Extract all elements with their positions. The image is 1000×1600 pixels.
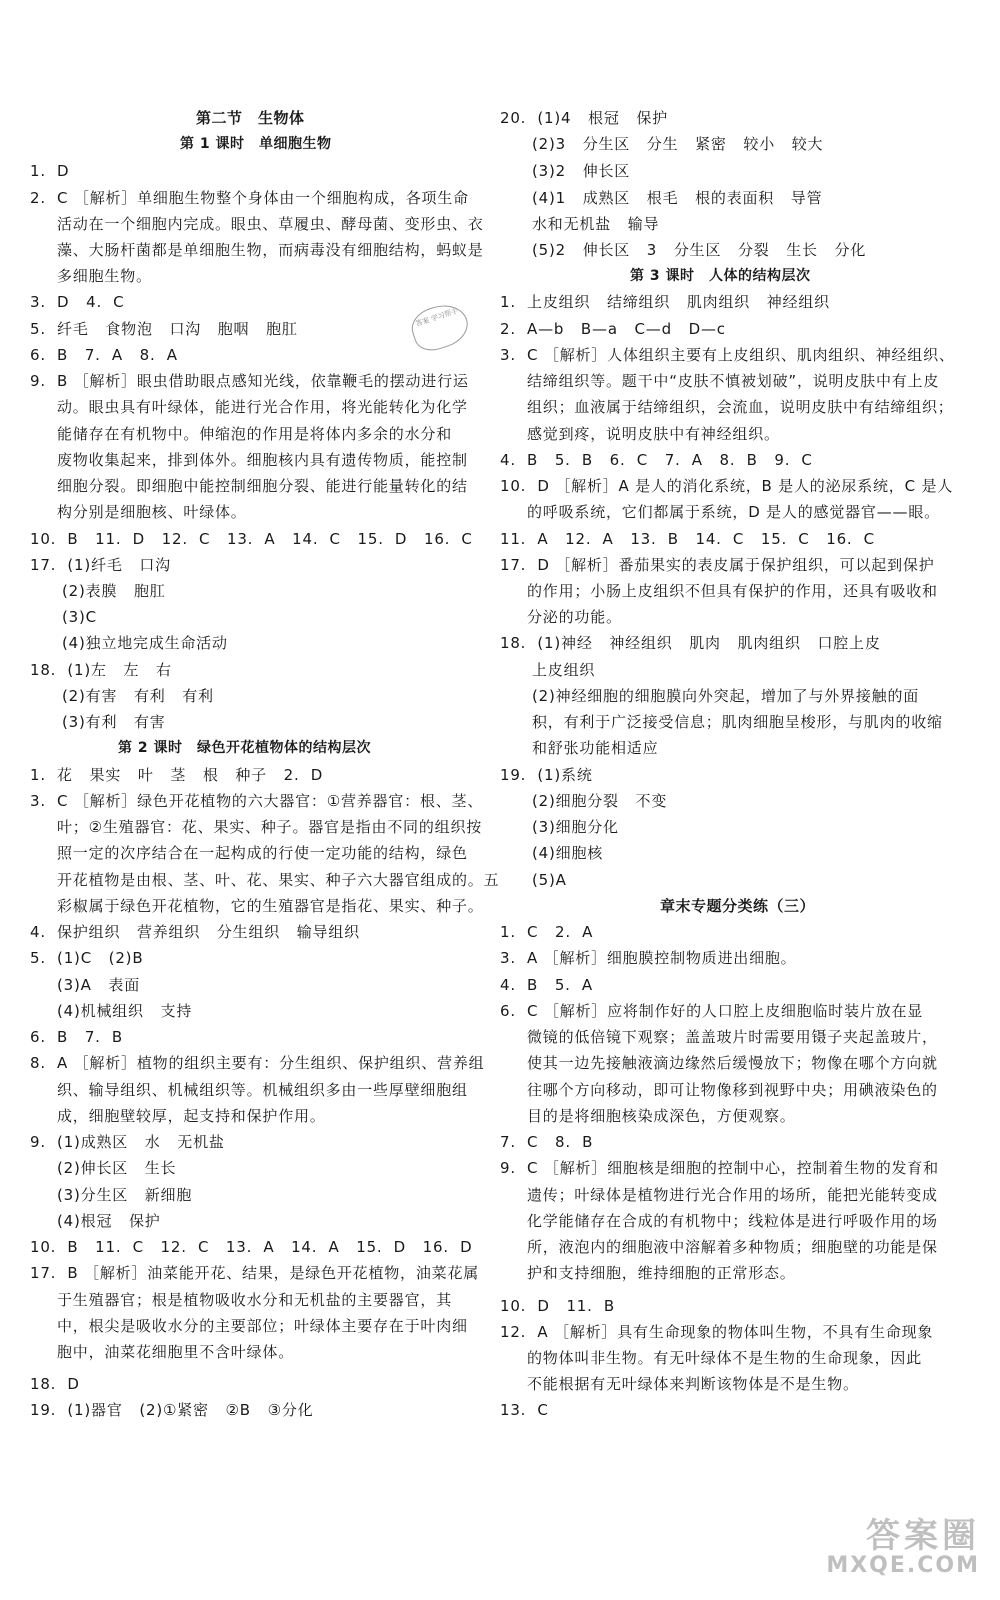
answer-line: (2)细胞分裂 不变 [532,792,668,810]
answer-line: 所，液泡内的细胞液中溶解着多种物质；细胞壁的功能是保 [527,1238,938,1256]
answer-line: (2)神经细胞的细胞膜向外突起，增加了与外界接触的面 [532,687,920,705]
answer-line: 照一定的次序结合在一起构成的行使一定功能的结构，绿色 [57,844,468,862]
answer-line: 成，细胞壁较厚，起支持和保护作用。 [57,1107,326,1125]
site-watermark [826,1518,980,1578]
answer-line: (2)表膜 胞肛 [62,582,166,600]
answer-line: 构分别是细胞核、叶绿体。 [57,503,247,521]
answer-line: 微镜的低倍镜下观察；盖盖玻片时需要用镊子夹起盖玻片， [527,1028,938,1046]
answer-line: 往哪个方向移动，即可让物像移到视野中央；用碘液染色的 [527,1081,938,1099]
answer-line: 2. A—b B—a C—d D—c [500,320,726,338]
answer-line: 6. C ［解析］应将制作好的人口腔上皮细胞临时装片放在显 [500,1002,924,1020]
answer-line: (4)独立地完成生命活动 [62,634,228,652]
answer-line: 细胞分裂。即细胞中能控制细胞分裂、能进行能量转化的结 [57,477,468,495]
answer-line: 活动在一个细胞内完成。眼虫、草履虫、酵母菌、变形虫、衣 [57,215,484,233]
answer-line: 水和无机盐 输导 [532,215,660,233]
answer-line: 18. (1)神经 神经组织 肌肉 肌肉组织 口腔上皮 [500,634,881,652]
answer-line: 3. C ［解析］绿色开花植物的六大器官：①营养器官：根、茎、 [30,792,484,810]
answer-line: 13. C [500,1401,549,1419]
lesson3-heading: 第 3 课时 人体的结构层次 [630,268,811,284]
answer-line: 护和支持细胞，维持细胞的正常形态。 [527,1264,796,1282]
answer-line: 1. D [30,162,70,180]
answer-line: 11. A 12. A 13. B 14. C 15. C 16. C [500,530,875,548]
answer-line: (4)1 成熟区 根毛 根的表面积 导管 [532,189,823,207]
answer-line: (2)伸长区 生长 [57,1159,177,1177]
answer-line: 动。眼虫具有叶绿体，能进行光合作用，将光能转化为化学 [57,398,468,416]
answer-line: 分泌的功能。 [527,608,622,626]
answer-line: 感觉到疼，说明皮肤中有神经组织。 [527,425,780,443]
answer-line: 中，根尖是吸收水分的主要部位；叶绿体主要存在于叶肉细 [57,1317,468,1335]
answer-line: 17. B ［解析］油菜能开花、结果，是绿色开花植物，油菜花属 [30,1264,480,1282]
answer-line: (4)细胞核 [532,844,604,862]
answer-line: 废物收集起来，排到体外。细胞核内具有遗传物质，能控制 [57,451,468,469]
answer-line: 织、输导组织、机械组织等。机械组织多由一些厚壁细胞组 [57,1081,468,1099]
answer-line: (4)根冠 保护 [57,1212,161,1230]
answer-line: 18. D [30,1375,80,1393]
answer-line: 叶；②生殖器官：花、果实、种子。器官是指由不同的组织按 [57,818,483,836]
answer-line: 1. 花 果实 叶 茎 根 种子 2. D [30,766,324,784]
answer-line: 上皮组织 [532,661,596,679]
answer-line: (3)分生区 新细胞 [57,1186,193,1204]
answer-line: 1. C 2. A [500,923,594,941]
answer-line: 藻、大肠杆菌都是单细胞生物，而病毒没有细胞结构，蚂蚁是 [57,241,484,259]
answer-line: 的作用；小肠上皮组织不但具有保护的作用，还具有吸收和 [527,582,938,600]
answer-line: 3. D 4. C [30,293,125,311]
answer-line: 能储存在有机物中。伸缩泡的作用是将体内多余的水分和 [57,425,453,443]
lesson2-heading: 第 2 课时 绿色开花植物体的结构层次 [118,740,371,756]
answer-line: (3)2 伸长区 [532,162,631,180]
answer-line: 彩椒属于绿色开花植物，它的生殖器官是指花、果实、种子。 [57,897,484,915]
answer-line: 18. (1)左 左 右 [30,661,172,679]
answer-line: 的呼吸系统，它们都属于系统，D 是人的感觉器官——眼。 [527,503,940,521]
answer-line: 3. A ［解析］细胞膜控制物质进出细胞。 [500,949,797,967]
answer-line: 遗传；叶绿体是植物进行光合作用的场所，能把光能转变成 [527,1186,938,1204]
answer-line: 6. B 7. A 8. A [30,346,178,364]
answer-line: 积，有利于广泛接受信息；肌肉细胞呈梭形，与肌肉的收缩 [532,713,943,731]
answer-line: 使其一边先接触液滴边缘然后缓慢放下；物像在哪个方向就 [527,1054,938,1072]
answer-line: (3)A 表面 [57,976,141,994]
answer-line: 结缔组织等。题干中“皮肤不慎被划破”，说明皮肤中有上皮 [527,372,940,390]
answer-line: 10. D ［解析］A 是人的消化系统，B 是人的泌尿系统，C 是人 [500,477,954,495]
answer-line: (4)机械组织 支持 [57,1002,193,1020]
answer-line: 9. (1)成熟区 水 无机盐 [30,1133,225,1151]
answer-line: (5)2 伸长区 3 分生区 分裂 生长 分化 [532,241,867,259]
answer-line: 17. (1)纤毛 口沟 [30,556,171,574]
answer-line: 9. B ［解析］眼虫借助眼点感知光线，依靠鞭毛的摆动进行运 [30,372,469,390]
answer-line: 的物体叫非生物。有无叶绿体不是生物的生命现象，因此 [527,1349,923,1367]
answer-line: 20. (1)4 根冠 保护 [500,109,668,127]
answer-line: 9. C ［解析］细胞核是细胞的控制中心，控制着生物的发育和 [500,1159,939,1177]
answer-line: 不能根据有无叶绿体来判断该物体是不是生物。 [527,1375,859,1393]
answer-line: 5. (1)C (2)B [30,949,144,967]
answer-line: 组织；血液属于结缔组织，会流血，说明皮肤中有结缔组织； [527,398,954,416]
answer-line: 19. (1)器官 (2)①紧密 ②B ③分化 [30,1401,314,1419]
answer-line: (3)有利 有害 [62,713,166,731]
answer-line: 4. 保护组织 营养组织 分生组织 输导组织 [30,923,360,941]
answer-line: 4. B 5. B 6. C 7. A 8. B 9. C [500,451,813,469]
answer-line: 胞中，油菜花细胞里不含叶绿体。 [57,1343,295,1361]
answer-line: 4. B 5. A [500,976,593,994]
answer-line: 19. (1)系统 [500,766,593,784]
answer-line: 5. 纤毛 食物泡 口沟 胞咽 胞肛 [30,320,298,338]
answer-line: 6. B 7. B [30,1028,123,1046]
answer-line: 目的是将细胞核染成深色，方便观察。 [527,1107,796,1125]
answer-line: 3. C ［解析］人体组织主要有上皮组织、肌肉组织、神经组织、 [500,346,955,364]
answer-line: 7. C 8. B [500,1133,594,1151]
stamp-seal: 答案 学习帮手 [407,298,473,355]
watermark-url-text: MXQE.COM [826,1553,980,1578]
answer-line: 8. A ［解析］植物的组织主要有：分生组织、保护组织、营养组 [30,1054,485,1072]
answer-line: 于生殖器官；根是植物吸收水分和无机盐的主要器官，其 [57,1291,453,1309]
answer-line: (2)有害 有利 有利 [62,687,214,705]
answer-line: (3)C [62,608,97,626]
answer-line: 10. B 11. C 12. C 13. A 14. A 15. D 16. D [30,1238,473,1256]
section-heading: 第二节 生物体 [196,109,305,127]
answer-line: 17. D ［解析］番茄果实的表皮属于保护组织，可以起到保护 [500,556,935,574]
answer-line: (5)A [532,871,567,889]
answer-line: 12. A ［解析］具有生命现象的物体叫生物，不具有生命现象 [500,1323,934,1341]
answer-line: (3)细胞分化 [532,818,619,836]
answer-line: 2. C ［解析］单细胞生物整个身体由一个细胞构成，各项生命 [30,189,469,207]
answer-line: 多细胞生物。 [57,267,152,285]
answer-line: 开花植物是由根、茎、叶、花、果实、种子六大器官组成的。五 [57,871,500,889]
watermark-logo-text: 答案圈 [866,1516,980,1556]
answer-line: (2)3 分生区 分生 紧密 较小 较大 [532,135,824,153]
answer-line: 和舒张功能相适应 [532,739,659,757]
chapter-heading: 章末专题分类练（三） [660,897,816,915]
answer-line: 10. D 11. B [500,1297,615,1315]
answer-line: 化学能储存在合成的有机物中；线粒体是进行呼吸作用的场 [527,1212,938,1230]
answer-line: 10. B 11. D 12. C 13. A 14. C 15. D 16. C [30,530,473,548]
lesson1-heading: 第 1 课时 单细胞生物 [180,136,332,152]
answer-line: 1. 上皮组织 结缔组织 肌肉组织 神经组织 [500,293,830,311]
